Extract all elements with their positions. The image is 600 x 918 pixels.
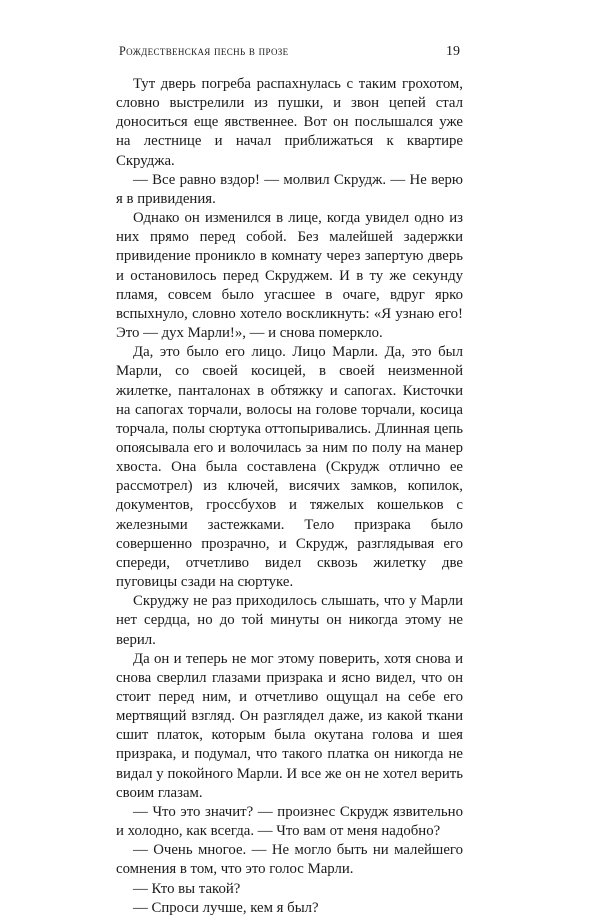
- paragraph: Да он и теперь не мог этому поверить, хотя снова и снова сверлил глазами призрака и ясно видел, что он стоит перед ним, и отчетливо ощущал на себе его мертвящий взгляд. Он разглядел даже, из какой ткани сшит платок, которым была окутана голова и шея призрака, и подумал, что такого платка он никогда не видал у покойного Марли. И все же он не хотел верить своим глазам.: [116, 650, 463, 801]
- paragraph: — Спроси лучше, кем я был?: [133, 899, 319, 916]
- paragraph: — Все равно вздор! — молвил Скрудж. — Не верю я в привидения.: [116, 171, 463, 207]
- paragraph: Тут дверь погреба распахнулась с таким грохотом, словно выстрелили из пушки, и звон цепей стал доноситься еще явственнее. Вот он послышался уже на лестнице и начал приближаться к квартире Скруджа.: [116, 76, 463, 169]
- paragraph: Однако он изменился в лице, когда увидел одно из них прямо перед собой. Без малейшей задержки привидение проникло в комнату через запертую дверь и остановилось перед Скруджем. И в ту же секунду пламя, совсем было угасшее в очаге, вдруг ярко вспыхнуло, словно хотело воскликнуть: «Я узнаю его! Это — дух Марли!», — и снова померкло.: [116, 210, 463, 342]
- body-text: [116, 75, 463, 918]
- paragraph: Да, это было его лицо. Лицо Марли. Да, это был Марли, со своей косицей, в своей неизменной жилетке, панталонах в обтяжку и сапогах. Кисточки на сапогах торчали, волосы на голове торчали, косица торчала, полы сюртука оттопыривались. Длинная цепь опоясывала его и волочилась за ним по полу на манер хвоста. Она была составлена (Скрудж отлично ее рассмотрел) из ключей, висячих замков, копилок, документов, гроссбухов и тяжелых кошельков с железными застежками. Тело призрака было совершенно прозрачно, и Скрудж, разглядывая его спереди, отчетливо видел сквозь жилетку две пуговицы сзади на сюртуке.: [116, 344, 463, 591]
- paragraph: — Очень многое. — Не могло быть ни малейшего сомнения в том, что это голос Марли.: [116, 842, 463, 878]
- page-number: 19: [446, 44, 460, 59]
- paragraph: Скруджу не раз приходилось слышать, что у Марли нет сердца, но до той минуты он никогда этому не верил.: [116, 593, 463, 648]
- paragraph: — Что это значит? — произнес Скрудж язвительно и холодно, как всегда. — Что вам от меня надобно?: [116, 803, 463, 840]
- paragraph: — Кто вы такой?: [133, 880, 241, 897]
- running-title: Рождественская песнь в прозе: [119, 44, 289, 58]
- running-head: [119, 44, 460, 64]
